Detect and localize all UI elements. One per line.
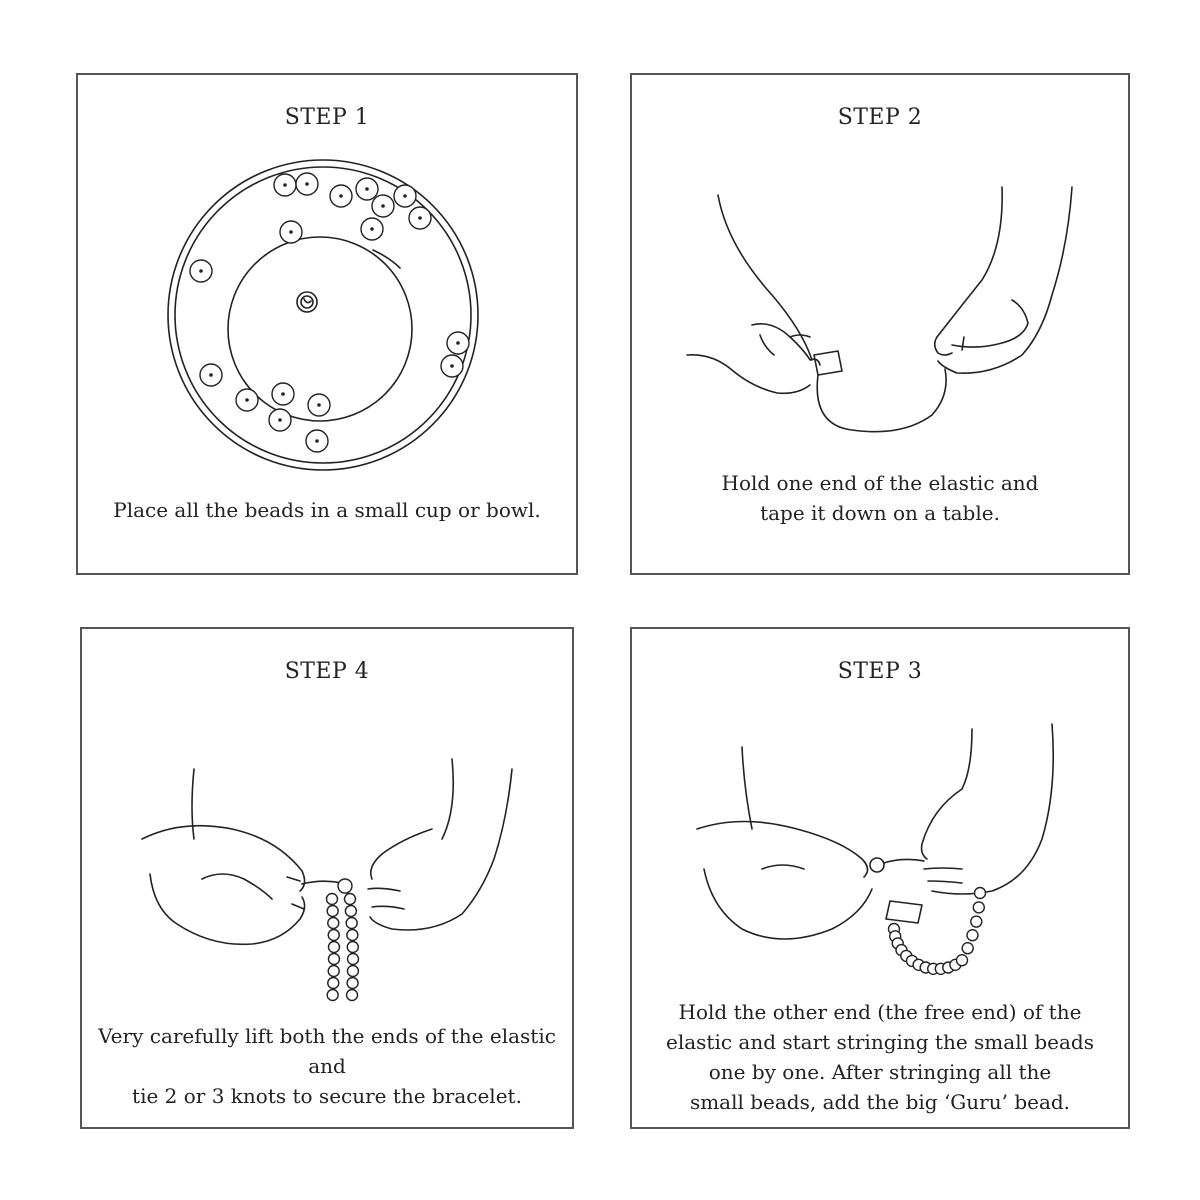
bead-icon (327, 894, 338, 905)
bead-icon (971, 916, 982, 927)
bead-icon (347, 930, 358, 941)
bead-hole-icon (315, 439, 319, 443)
bead-icon (347, 978, 358, 989)
step-3-panel (630, 627, 1130, 1129)
bead-hole-icon (289, 230, 293, 234)
bead-icon (347, 990, 358, 1001)
step-2-caption: Hold one end of the elastic and tape it down on a table. (721, 471, 1039, 525)
right-hand-icon (368, 759, 512, 930)
step-3-title: STEP 3 (837, 659, 923, 684)
bead-hole-icon (209, 373, 213, 377)
step-3-caption: Hold the other end (the free end) of the elastic and start stringing the small beads one by one. After stringing all the small beads, add the big ‘Guru’ bead. (666, 1000, 1094, 1114)
bead-hole-icon (199, 269, 203, 273)
tape-icon (886, 901, 922, 923)
right-hand-icon (935, 187, 1072, 373)
bead-icon (328, 930, 339, 941)
step-1-title: STEP 1 (284, 105, 370, 130)
step-4-panel (80, 627, 574, 1129)
bead-icon (328, 954, 339, 965)
bead-hole-icon (339, 194, 343, 198)
bead-icon (347, 966, 358, 977)
bead-icon (328, 966, 339, 977)
step-1-caption: Place all the beads in a small cup or bowl. (113, 498, 541, 522)
elastic-string (884, 859, 924, 863)
guru-bead-icon (870, 858, 884, 872)
left-hand-icon (697, 747, 872, 939)
bowl-icon (168, 160, 478, 470)
bead-icon (973, 902, 984, 913)
bead-icon (347, 954, 358, 965)
step-2-title: STEP 2 (837, 105, 923, 130)
bead-hole-icon (305, 182, 309, 186)
bead-hole-icon (278, 418, 282, 422)
bead-icon (345, 906, 356, 917)
step-1-panel (76, 73, 578, 575)
bead-hole-icon (418, 216, 422, 220)
step-4-title: STEP 4 (284, 659, 370, 684)
bead-icon (328, 942, 339, 953)
step-4-caption: Very carefully lift both the ends of the elastic and tie 2 or 3 knots to secure the bracelet. (98, 1024, 556, 1108)
bracelet-icon (302, 879, 358, 1001)
bead-icon (328, 978, 339, 989)
bead-hole-icon (283, 183, 287, 187)
elastic-string (817, 369, 946, 432)
bead-hole-icon (370, 227, 374, 231)
bead-icon (346, 918, 357, 929)
left-hand-icon (687, 195, 820, 393)
bead-hole-icon (281, 392, 285, 396)
bead-icon (975, 888, 986, 899)
bead-icon (328, 918, 339, 929)
right-hand-icon (922, 724, 1054, 894)
bead-hole-icon (403, 194, 407, 198)
bead-strand-icon (889, 888, 986, 975)
bead-icon (338, 879, 352, 893)
bead-icon (962, 943, 973, 954)
left-hand-icon (142, 769, 305, 944)
tape-icon (814, 351, 842, 375)
bead-icon (327, 906, 338, 917)
bead-hole-icon (381, 204, 385, 208)
small-beads-group (190, 173, 469, 452)
bead-icon (347, 942, 358, 953)
bead-icon (957, 955, 968, 966)
bead-hole-icon (365, 187, 369, 191)
bead-hole-icon (245, 398, 249, 402)
bead-hole-icon (317, 403, 321, 407)
bead-hole-icon (456, 341, 460, 345)
bead-icon (327, 990, 338, 1001)
guru-bead-icon (297, 292, 317, 312)
bead-icon (967, 930, 978, 941)
step-2-panel (630, 73, 1130, 575)
bead-icon (345, 894, 356, 905)
bead-hole-icon (450, 364, 454, 368)
